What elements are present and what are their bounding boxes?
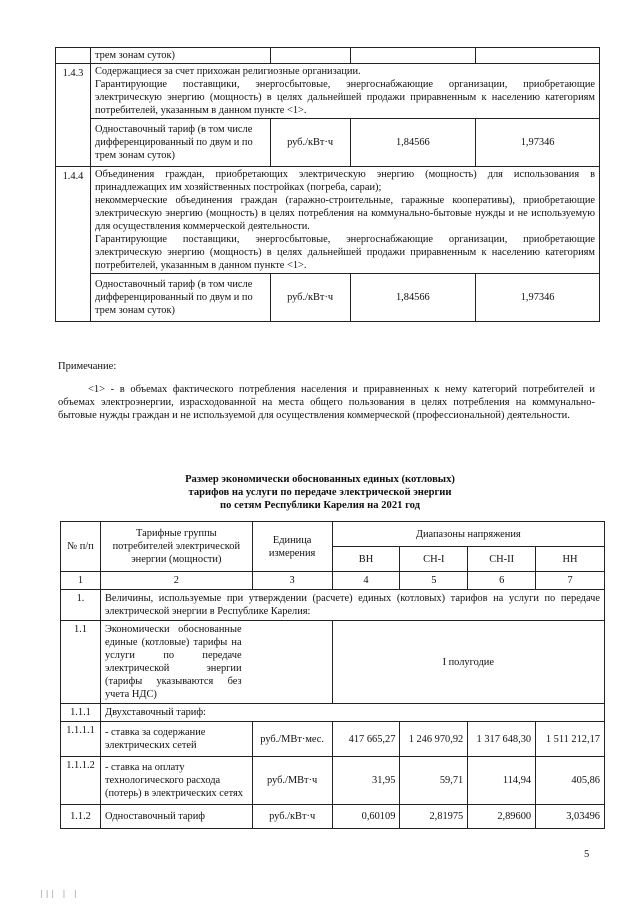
category-text: Объединения граждан, приобретающих электрическую энергию (мощность) для использования в принадлежащих им хозяйственных постройках (погреба, сараи); (94, 169, 595, 193)
column-number: 3 (252, 572, 332, 590)
tariff-label: Одноставочный тариф (в том числе дифференцированный по двум и по трем зонам суток) (90, 274, 270, 322)
value-sn2: 114,94 (468, 757, 536, 805)
note-label: Примечание: (58, 361, 117, 372)
table-row (61, 590, 605, 621)
row-number: 1.1.1.1 (61, 722, 101, 757)
row-description: Величины, используемые при утверждении (расчете) единых (котловых) тарифов на услуги по передаче электрической энергии в Республике Карелия: (100, 590, 604, 621)
unit-cell: руб./МВт·ч (252, 757, 332, 805)
transmission-tariff-table (60, 521, 605, 829)
scan-marks: ||| | | (40, 889, 80, 898)
column-number: 7 (536, 572, 605, 590)
value-sn2: 1 317 648,30 (468, 722, 536, 757)
column-number-row (61, 572, 605, 590)
value-nn: 3,03496 (536, 805, 605, 829)
column-number: 2 (100, 572, 252, 590)
row-number: 1.1.1.2 (61, 757, 101, 805)
table-row (61, 805, 605, 829)
header-sn2: СН-II (468, 547, 536, 572)
row-description: Двухставочный тариф: (100, 704, 604, 722)
column-number: 6 (468, 572, 536, 590)
header-sn1: СН-I (400, 547, 468, 572)
unit-cell: руб./кВт·ч (270, 274, 350, 322)
row-number: 1.4.4 (56, 167, 91, 322)
category-text: некоммерческие объединения граждан (гаражно-строительные, гаражные кооперативы), приобретающие электрическую энергию (мощность) в целях потребления на коммунально-бытовые нужды и не используемую для осуществления коммерческой деятельности. (94, 195, 595, 232)
value-sn1: 1 246 970,92 (400, 722, 468, 757)
title-line: тарифов на услуги по передаче электрической энергии (188, 487, 452, 498)
header-groups: Тарифные группы потребителей электрической энергии (мощности) (100, 522, 252, 572)
value-sn1: 2,81975 (400, 805, 468, 829)
unit-cell: руб./кВт·ч (270, 119, 350, 167)
table-row (61, 621, 605, 704)
value-nn: 1 511 212,17 (536, 722, 605, 757)
header-vn: ВН (332, 547, 400, 572)
table-row (61, 704, 605, 722)
row-number: 1. (61, 590, 101, 621)
category-text: Содержащиеся за счет прихожан религиозные организации. (94, 66, 361, 77)
value-vn: 31,95 (332, 757, 400, 805)
page-number: 5 (584, 849, 590, 860)
note-text: <1> - в объемах фактического потребления населения и приравненных к нему категорий потребителей и объемах электроэнергии, израсходованной на места общего пользования в целях потребления на коммунально-бытовые нужды граждан и не используемой для осуществления коммерческой (профессиональной) деятельности. (58, 384, 595, 421)
value-cell: 1,97346 (476, 274, 600, 322)
table-row (56, 48, 600, 64)
tariff-label: Одноставочный тариф (в том числе дифференцированный по двум и по трем зонам суток) (90, 119, 270, 167)
unit-cell: руб./кВт·ч (252, 805, 332, 829)
row-number: 1.4.3 (56, 64, 91, 167)
header-nn: НН (536, 547, 605, 572)
table-row (56, 274, 600, 322)
column-number: 5 (400, 572, 468, 590)
category-description (90, 64, 599, 119)
value-cell: 1,84566 (350, 119, 476, 167)
table-row (56, 119, 600, 167)
title-line: по сетям Республики Карелия на 2021 год (220, 500, 420, 511)
section-title (0, 473, 640, 512)
value-cell: 1,97346 (476, 119, 600, 167)
value-sn2: 2,89600 (468, 805, 536, 829)
tariff-table-population (55, 47, 600, 322)
value-nn: 405,86 (536, 757, 605, 805)
value-cell: 1,84566 (350, 274, 476, 322)
value-sn1: 59,71 (400, 757, 468, 805)
tariff-label: трем зонам суток) (90, 48, 270, 64)
category-description (90, 167, 599, 274)
row-number: 1.1 (61, 621, 101, 704)
table-row (56, 64, 600, 119)
row-number: 1.1.1 (61, 704, 101, 722)
row-description: - ставка на оплату технологического расхода (потерь) в электрических сетях (100, 757, 252, 805)
value-vn: 417 665,27 (332, 722, 400, 757)
row-description: Одноставочный тариф (100, 805, 252, 829)
table-header-row (61, 522, 605, 547)
category-text: Гарантирующие поставщики, энергосбытовые, энергоснабжающие организации, приобретающие электрическую энергию (мощность) в целях дальнейшей продажи приравненным к населению категориям потребителей, указанным в данном пункте <1>. (94, 79, 595, 116)
header-unit: Единица измерения (252, 522, 332, 572)
row-description: Экономически обоснованные единые (котловые) тарифы на услуги по передаче электрической энергии (тарифы указываются без учета НДС) (100, 621, 332, 704)
table-row (61, 722, 605, 757)
period-label: I полугодие (332, 621, 604, 704)
column-number: 1 (61, 572, 101, 590)
row-description: - ставка за содержание электрических сетей (100, 722, 252, 757)
column-number: 4 (332, 572, 400, 590)
row-number: 1.1.2 (61, 805, 101, 829)
table-row (61, 757, 605, 805)
unit-cell: руб./МВт·мес. (252, 722, 332, 757)
value-vn: 0,60109 (332, 805, 400, 829)
header-number: № п/п (61, 522, 101, 572)
header-voltage-ranges: Диапазоны напряжения (332, 522, 604, 547)
table-row (56, 167, 600, 274)
category-text: Гарантирующие поставщики, энергосбытовые, энергоснабжающие организации, приобретающие электрическую энергию (мощность) в целях дальнейшей продажи приравненным к населению категориям потребителей, указанным в данном пункте <1>. (94, 234, 595, 271)
title-line: Размер экономически обоснованных единых (котловых) (185, 474, 455, 485)
